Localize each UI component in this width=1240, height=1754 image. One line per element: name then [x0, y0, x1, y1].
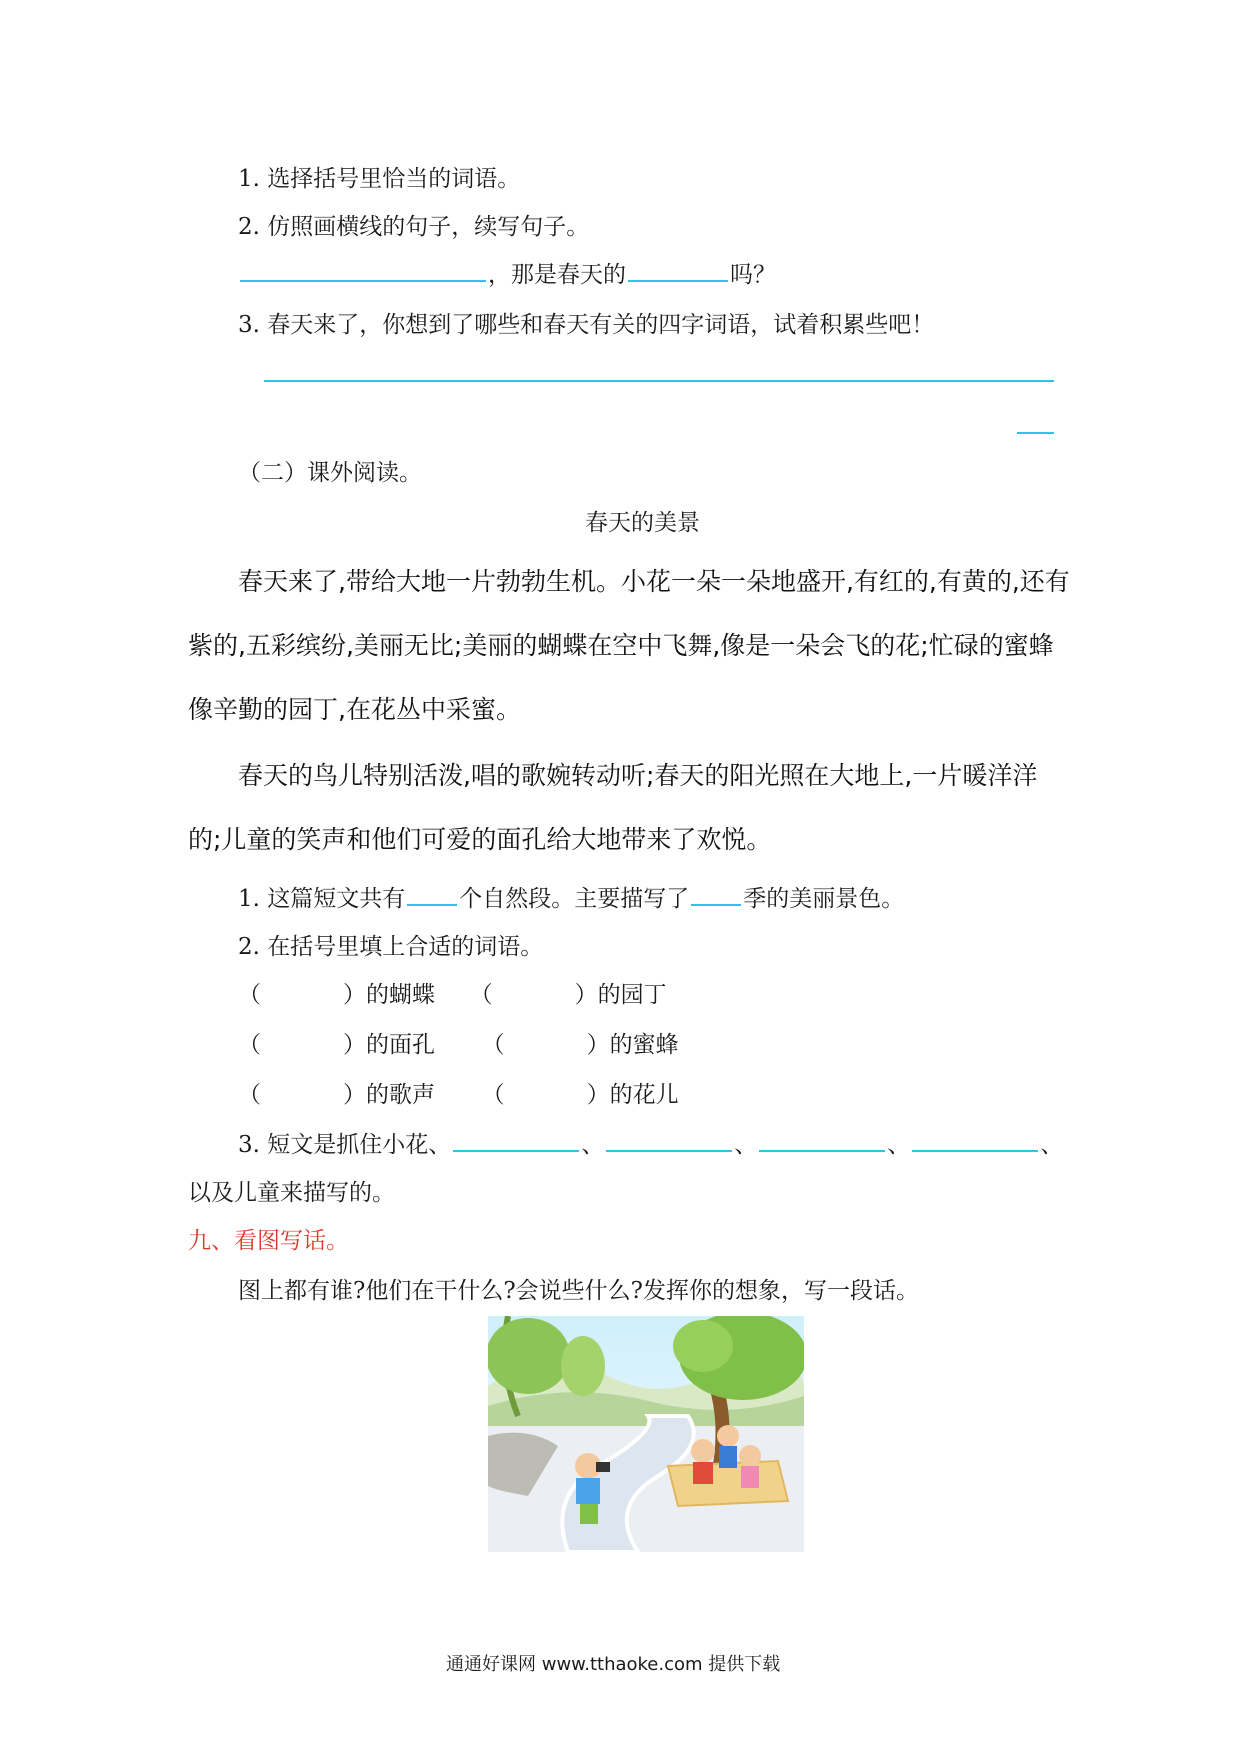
question-2: 2. 仿照画横线的句子，续写句子。 — [238, 214, 590, 240]
fill-text-end: 吗？ — [730, 262, 776, 288]
close-paren: ） — [343, 1032, 366, 1058]
question-3: 3. 春天来了，你想到了哪些和春天有关的四字词语，试着积累些吧！ — [238, 312, 935, 338]
spring-illustration — [488, 1316, 804, 1552]
reading-question-3-end: 以及儿童来描写的。 — [188, 1180, 395, 1206]
answer-blank[interactable] — [628, 256, 728, 282]
answer-blank[interactable] — [453, 1126, 579, 1152]
passage-paragraph-2-line-2: 的;儿童的笑声和他们可爱的面孔给大地带来了欢悦。 — [188, 825, 772, 854]
question-1: 1. 选择括号里恰当的词语。 — [238, 166, 521, 192]
writing-prompt: 图上都有谁?他们在干什么?会说些什么?发挥你的想象，写一段话。 — [238, 1278, 919, 1304]
separator: 、 — [734, 1132, 758, 1158]
pair-word: 的歌声 — [366, 1082, 435, 1108]
open-paren: （ — [238, 1082, 261, 1108]
passage-title: 春天的美景 — [585, 510, 700, 536]
close-paren: ） — [343, 1082, 366, 1108]
pair-word: 的花儿 — [609, 1082, 679, 1108]
pair-word: 的蜜蜂 — [609, 1032, 679, 1058]
word-pair-row — [238, 1076, 679, 1109]
passage-paragraph-1-line-3: 像辛勤的园丁,在花丛中采蜜。 — [188, 695, 521, 724]
separator: 、 — [581, 1132, 605, 1158]
q1-part-b: 个自然段。主要描写了 — [459, 886, 690, 912]
answer-blank[interactable] — [240, 256, 486, 282]
open-paren: （ — [238, 982, 261, 1008]
close-paren: ） — [343, 982, 366, 1008]
reading-question-2: 2. 在括号里填上合适的词语。 — [238, 934, 544, 960]
close-paren: ） — [586, 1032, 610, 1058]
q1-part-c: 季的美丽景色。 — [743, 886, 905, 912]
pair-word: 的园丁 — [597, 982, 667, 1008]
open-paren: （ — [481, 1032, 505, 1058]
answer-blank[interactable] — [912, 1126, 1038, 1152]
q3-start: 3. 短文是抓住小花、 — [238, 1132, 452, 1158]
open-paren: （ — [469, 982, 493, 1008]
answer-blank[interactable] — [606, 1126, 732, 1152]
open-paren: （ — [238, 1032, 261, 1058]
pair-word: 的蝴蝶 — [366, 982, 435, 1008]
answer-line-end[interactable] — [1017, 432, 1054, 434]
answer-blank[interactable] — [759, 1126, 885, 1152]
answer-blank[interactable] — [407, 880, 457, 906]
word-pair-row — [238, 976, 667, 1009]
section-title: （二）课外阅读。 — [238, 460, 422, 486]
open-paren: （ — [481, 1082, 505, 1108]
answer-blank[interactable] — [691, 880, 741, 906]
fill-text-mid: ，那是春天的 — [488, 262, 626, 288]
separator: 、 — [887, 1132, 911, 1158]
answer-line[interactable] — [264, 380, 1054, 382]
word-pair-row — [238, 1026, 679, 1059]
reading-question-1 — [238, 880, 904, 913]
pair-word: 的面孔 — [366, 1032, 435, 1058]
passage-paragraph-2-line-1: 春天的鸟儿特别活泼,唱的歌婉转动听;春天的阳光照在大地上,一片暖洋洋 — [238, 761, 1038, 790]
close-paren: ） — [586, 1082, 610, 1108]
footer-text: 通通好课网 www.tthaoke.com 提供下载 — [446, 1654, 781, 1675]
illustration-image — [488, 1316, 804, 1552]
q1-part-a: 1. 这篇短文共有 — [238, 886, 406, 912]
reading-question-3 — [238, 1126, 1063, 1159]
separator: 、 — [1040, 1132, 1064, 1158]
section-heading: 九、看图写话。 — [188, 1228, 349, 1254]
passage-paragraph-1-line-1: 春天来了,带给大地一片勃勃生机。小花一朵一朵地盛开,有红的,有黄的,还有 — [238, 567, 1070, 596]
question-2-fill-line — [238, 256, 776, 289]
passage-paragraph-1-line-2: 紫的,五彩缤纷,美丽无比;美丽的蝴蝶在空中飞舞,像是一朵会飞的花;忙碌的蜜蜂 — [188, 631, 1054, 660]
close-paren: ） — [574, 982, 598, 1008]
